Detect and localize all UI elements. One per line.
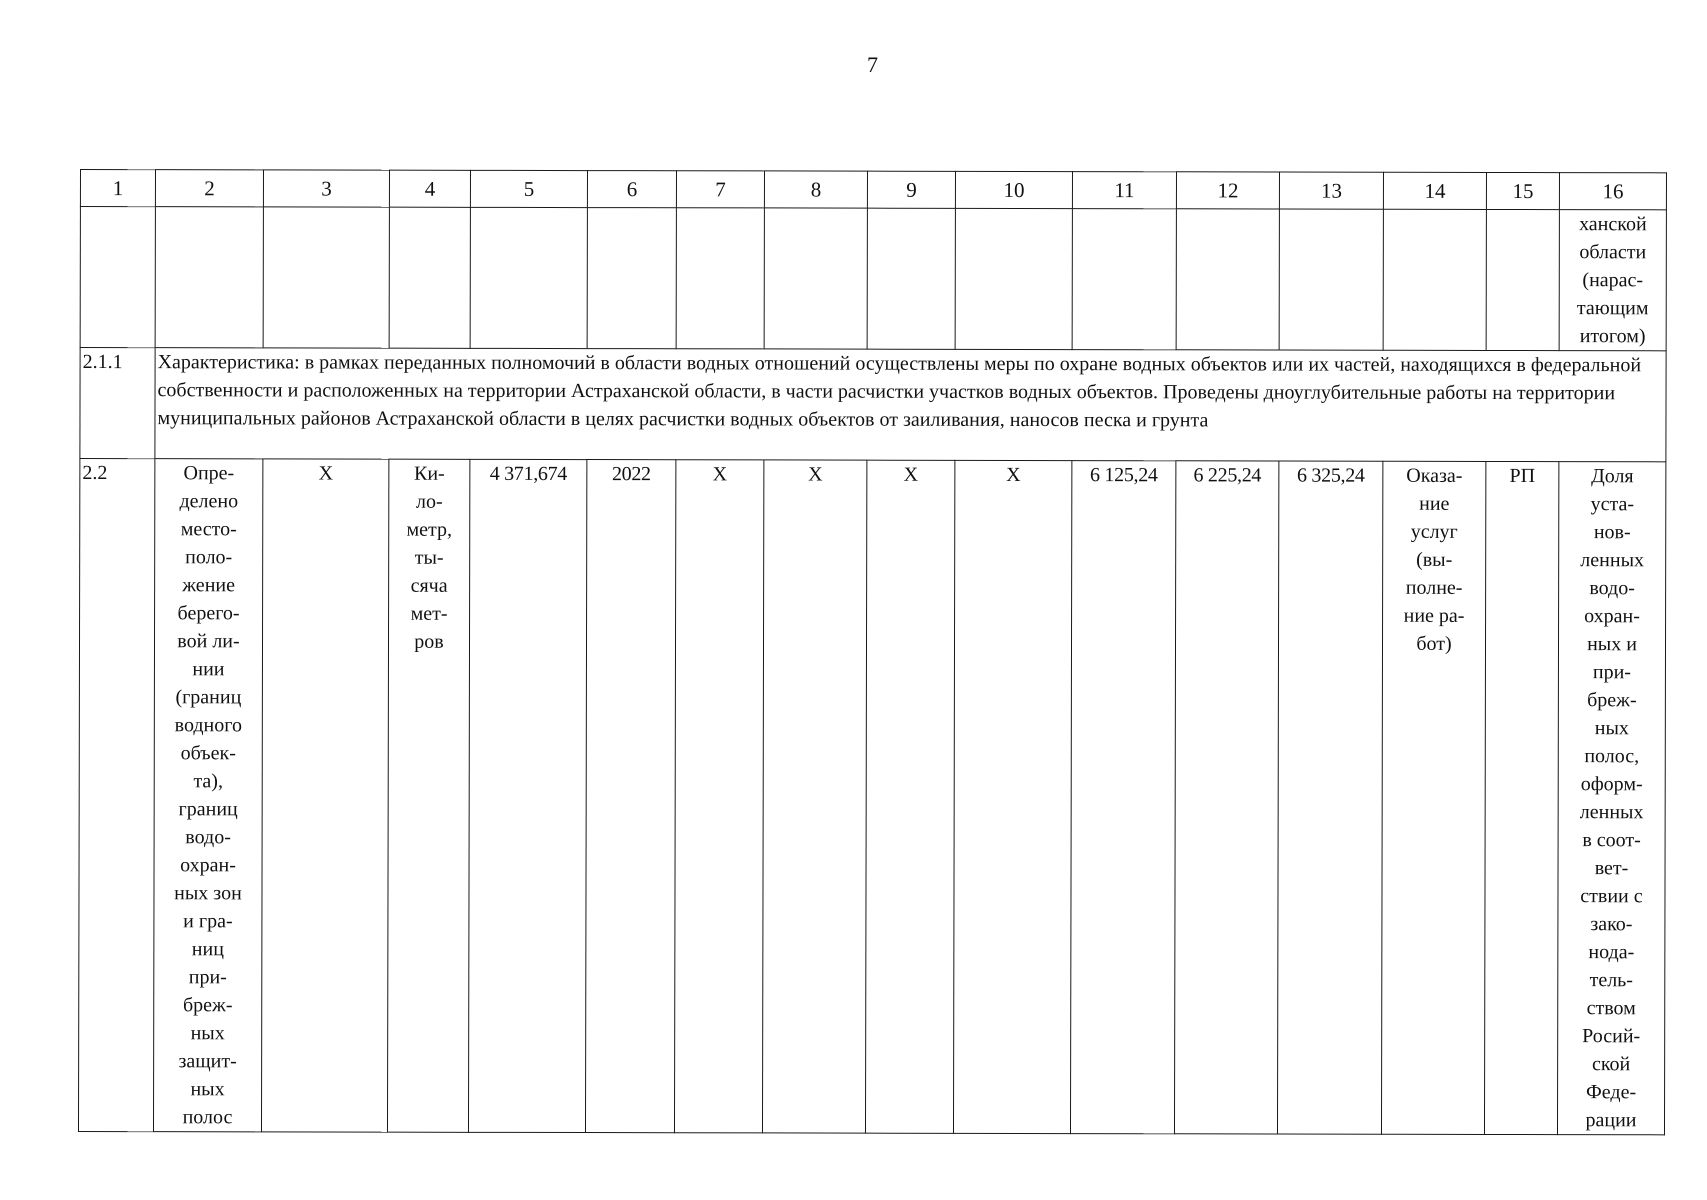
base-year-cell: 2022	[585, 460, 675, 1133]
value-cell-col12: 6 225,24	[1174, 461, 1278, 1134]
column-number-header: 6	[587, 171, 676, 208]
empty-cell	[389, 207, 470, 348]
column-number-row	[80, 170, 1666, 210]
cell-col7: X	[674, 460, 763, 1133]
empty-cell	[470, 207, 587, 348]
row-id: 2.2	[78, 459, 154, 1132]
column-number-header: 7	[676, 171, 764, 208]
row-id: 2.1.1	[80, 348, 155, 459]
column-number-header: 1	[80, 170, 155, 207]
empty-cell	[1072, 209, 1176, 350]
characteristic-row	[80, 348, 1666, 462]
characteristic-text: Характеристика: в рамках переданных полномочий в области водных отношений осуществлены меры по охране водных объектов или их частей, находящихся в федеральной собственности и расположенных на территории Астраханской области, в части расчистки участков водных объектов. Проведены дноуглубительные работы на территории муниципальных районов Астраханской области в целях расчистки водных объектов от заиливания, наносов песка и грунта	[155, 348, 1666, 462]
empty-cell	[1176, 209, 1279, 350]
page-number: 7	[867, 52, 878, 77]
cell-col15: РП	[1484, 461, 1558, 1134]
empty-cell	[1279, 209, 1383, 350]
column-number-header: 11	[1072, 172, 1176, 209]
value-cell-col13: 6 325,24	[1277, 461, 1382, 1134]
continuation-row	[80, 207, 1666, 351]
column-number-header: 2	[155, 170, 263, 207]
data-table	[78, 169, 1667, 1135]
empty-cell	[80, 207, 155, 348]
empty-cell	[263, 207, 389, 348]
cell-col3: X	[261, 459, 388, 1132]
column-number-header: 16	[1559, 173, 1666, 210]
cell-col9: X	[865, 460, 954, 1133]
empty-cell	[764, 208, 867, 349]
column-number-header: 13	[1279, 172, 1383, 209]
empty-cell	[676, 208, 764, 349]
column-number-header: 8	[764, 171, 867, 208]
empty-cell	[1383, 209, 1486, 350]
column-number-header: 4	[389, 170, 470, 207]
column-number-header: 9	[867, 171, 955, 208]
column-number-header: 14	[1383, 172, 1486, 209]
column-number-header: 15	[1486, 172, 1559, 209]
empty-cell	[587, 208, 676, 349]
value-cell-col11: 6 125,24	[1070, 461, 1175, 1134]
column-number-header: 3	[263, 170, 389, 207]
cell-col10: X	[953, 460, 1071, 1133]
unit-cell: Ки- ло- метр, ты- сяча мет- ров	[387, 459, 469, 1132]
empty-cell	[155, 207, 263, 348]
column-number-header: 12	[1176, 172, 1279, 209]
indicator-cell: Доля уста- нов- ленных водо- охран- ных и при- бреж- ных полос, оформ- ленных в соот- вет- ствии с зако- нода- тель- ством Росий- ской Феде- рации	[1557, 462, 1665, 1135]
column-number-header: 10	[955, 171, 1072, 208]
empty-cell	[867, 208, 955, 349]
table-row	[78, 459, 1665, 1135]
base-value-cell: 4 371,674	[468, 459, 586, 1132]
result-type-cell: Оказа- ние услуг (вы- полне- ние ра- бот)	[1381, 461, 1485, 1134]
empty-cell	[1486, 209, 1559, 350]
continued-indicator-text: ханской области (нарас- тающим итогом)	[1559, 210, 1666, 351]
empty-cell	[955, 208, 1072, 349]
cell-col8: X	[762, 460, 866, 1133]
result-name-cell: Опре- делено место- поло- жение берего- вой ли- нии (границ водного объек- та), границ водо- охран- ных зон и гра- ниц при- бреж- ных защит- ных полос	[153, 459, 262, 1132]
column-number-header: 5	[470, 170, 587, 207]
